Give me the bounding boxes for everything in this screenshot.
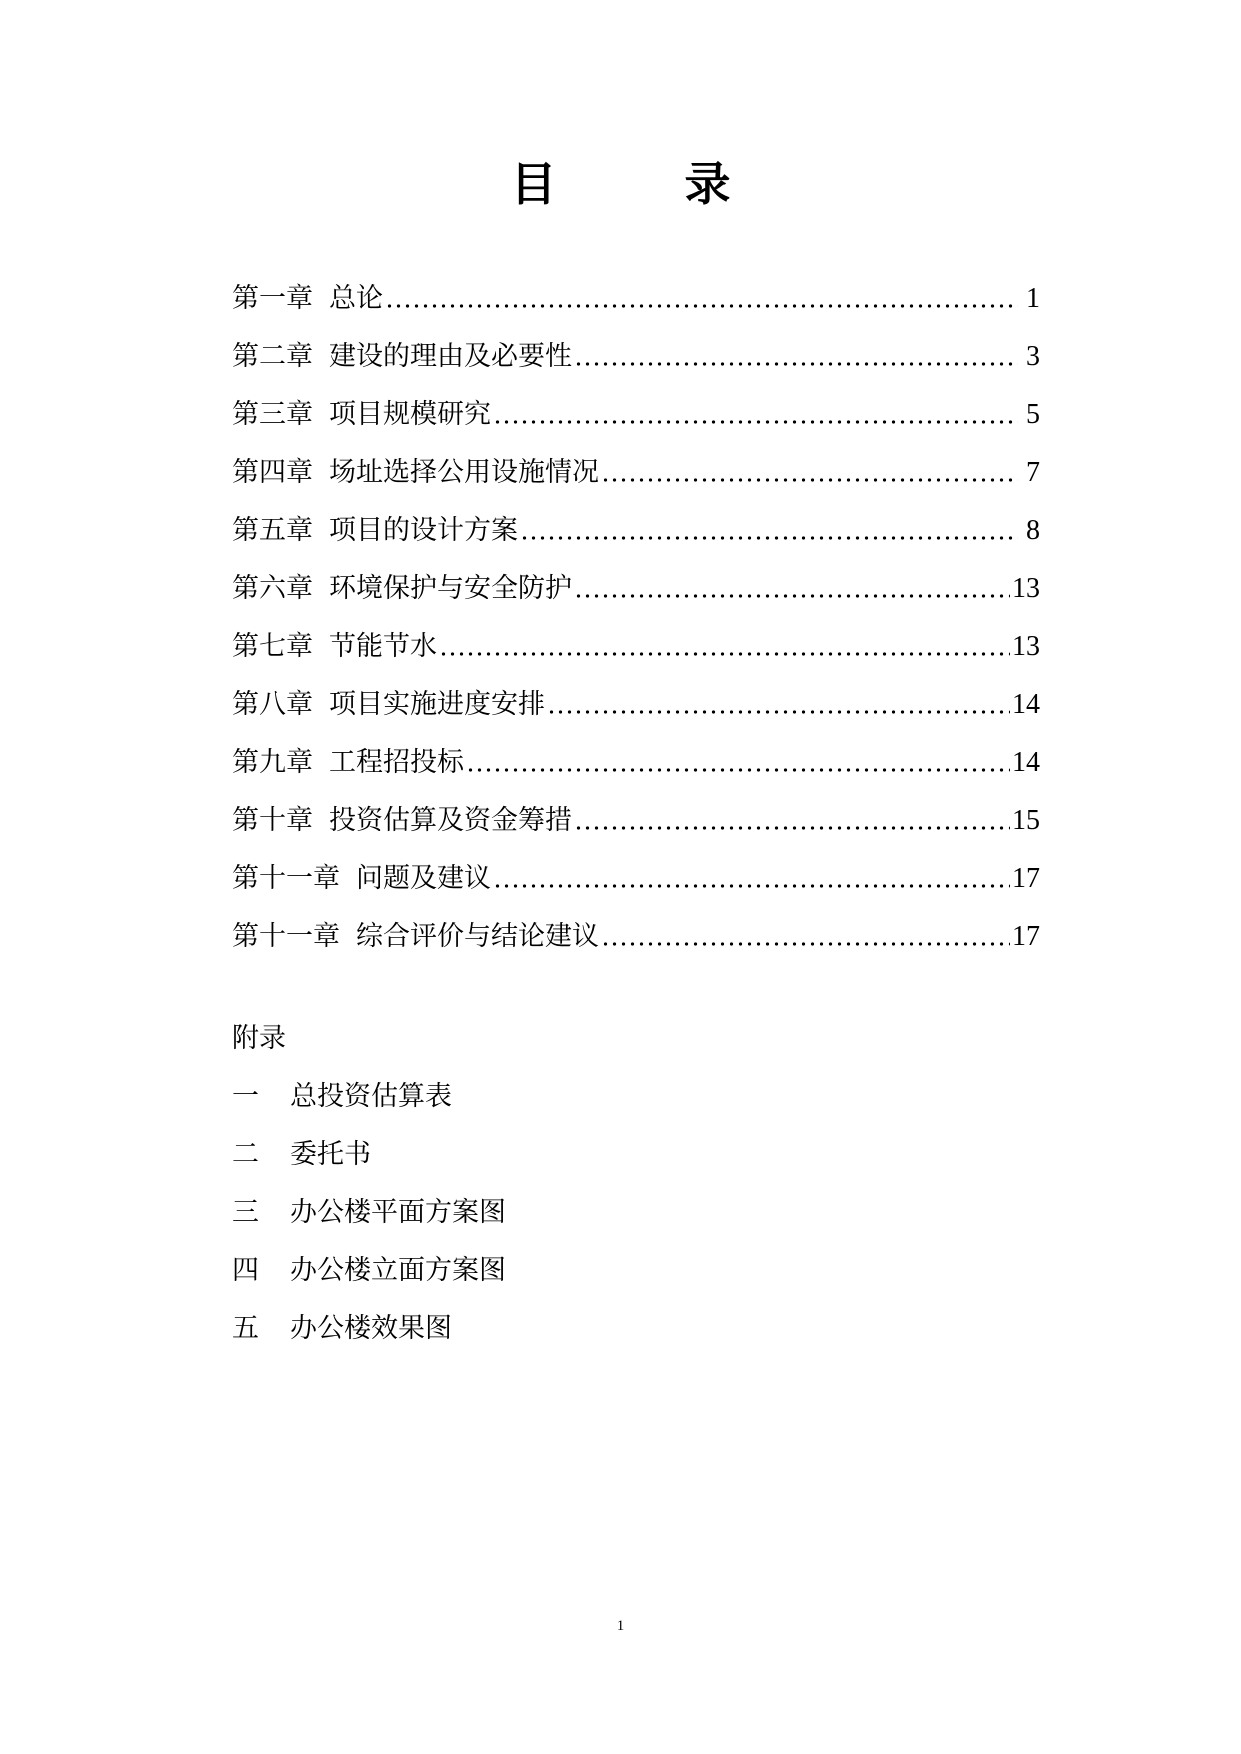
toc-leader-dots: [547, 709, 1010, 715]
appendix-item[interactable]: [232, 1184, 932, 1242]
toc-leader-dots: [601, 477, 1018, 483]
appendix-section: [232, 1010, 932, 1358]
toc-page-number: 15: [1012, 805, 1040, 836]
toc-chapter-title: 建设的理由及必要性: [329, 341, 572, 372]
toc-chapter-number: 第十章: [232, 805, 313, 836]
toc-chapter-title: 项目的设计方案: [329, 515, 518, 546]
toc-leader-dots: [466, 767, 1010, 773]
toc-page-number: 17: [1012, 921, 1040, 952]
toc-entry[interactable]: [232, 606, 1040, 664]
appendix-item-number: 三: [232, 1197, 259, 1228]
toc-chapter-title: 问题及建议: [356, 863, 491, 894]
toc-leader-dots: [574, 361, 1018, 367]
title-char-1: 目: [510, 157, 557, 211]
appendix-item-number: 二: [232, 1139, 259, 1170]
toc-leader-dots: [574, 825, 1010, 831]
toc-entry[interactable]: [232, 780, 1040, 838]
toc-chapter-title: 项目规模研究: [329, 399, 491, 430]
toc-chapter-number: 第十一章: [232, 921, 340, 952]
toc-page-number: 17: [1012, 863, 1040, 894]
toc-page-number: 8: [1026, 515, 1040, 546]
toc-chapter-number: 第五章: [232, 515, 313, 546]
toc-leader-dots: [601, 941, 1010, 947]
toc-page-number: 3: [1026, 341, 1040, 372]
appendix-item-title: 办公楼效果图: [290, 1313, 452, 1344]
toc-entry[interactable]: [232, 316, 1040, 374]
toc-chapter-number: 第七章: [232, 631, 313, 662]
appendix-item-number: 五: [232, 1313, 259, 1344]
toc-chapter-number: 第三章: [232, 399, 313, 430]
toc-chapter-number: 第十一章: [232, 863, 340, 894]
appendix-item-title: 委托书: [290, 1139, 371, 1170]
toc-chapter-number: 第四章: [232, 457, 313, 488]
toc-leader-dots: [574, 593, 1010, 599]
appendix-item[interactable]: [232, 1126, 932, 1184]
title-char-2: 录: [684, 157, 731, 211]
toc-chapter-number: 第一章: [232, 283, 313, 314]
toc-entry[interactable]: [232, 490, 1040, 548]
toc-chapter-number: 第九章: [232, 747, 313, 778]
toc-page-number: 7: [1026, 457, 1040, 488]
toc-page-number: 13: [1012, 631, 1040, 662]
appendix-item-number: 一: [232, 1081, 259, 1112]
toc-chapter-title: 工程招投标: [329, 747, 464, 778]
toc-chapter-title: 综合评价与结论建议: [356, 921, 599, 952]
toc-entry[interactable]: [232, 722, 1040, 780]
page-title: [0, 148, 1241, 214]
toc-page-number: 14: [1012, 689, 1040, 720]
appendix-item[interactable]: [232, 1300, 932, 1358]
toc-chapter-title: 项目实施进度安排: [329, 689, 545, 720]
toc-chapter-title: 环境保护与安全防护: [329, 573, 572, 604]
toc-chapter-number: 第二章: [232, 341, 313, 372]
toc-entry[interactable]: [232, 838, 1040, 896]
toc-page-number: 14: [1012, 747, 1040, 778]
toc-entry[interactable]: [232, 374, 1040, 432]
toc-page-number: 5: [1026, 399, 1040, 430]
toc-page-number: 1: [1026, 283, 1040, 314]
toc-chapter-number: 第六章: [232, 573, 313, 604]
toc-leader-dots: [385, 303, 1018, 309]
toc-chapter-title: 节能节水: [329, 631, 437, 662]
toc-leader-dots: [439, 651, 1010, 657]
appendix-item-number: 四: [232, 1255, 259, 1286]
appendix-heading: 附录: [232, 1023, 286, 1054]
table-of-contents: [232, 258, 1040, 954]
toc-page-number: 13: [1012, 573, 1040, 604]
appendix-item[interactable]: [232, 1068, 932, 1126]
appendix-item[interactable]: [232, 1242, 932, 1300]
toc-leader-dots: [493, 883, 1010, 889]
toc-entry[interactable]: [232, 258, 1040, 316]
toc-chapter-title: 投资估算及资金筹措: [329, 805, 572, 836]
toc-entry[interactable]: [232, 896, 1040, 954]
toc-entry[interactable]: [232, 548, 1040, 606]
toc-leader-dots: [493, 419, 1018, 425]
appendix-item-title: 办公楼立面方案图: [290, 1255, 506, 1286]
toc-chapter-title: 场址选择公用设施情况: [329, 457, 599, 488]
appendix-item-title: 办公楼平面方案图: [290, 1197, 506, 1228]
page-number: 1: [616, 1618, 625, 1634]
toc-chapter-number: 第八章: [232, 689, 313, 720]
toc-leader-dots: [520, 535, 1018, 541]
toc-entry[interactable]: [232, 664, 1040, 722]
toc-entry[interactable]: [232, 432, 1040, 490]
appendix-item-title: 总投资估算表: [290, 1081, 452, 1112]
toc-chapter-title: 总论: [329, 283, 383, 314]
